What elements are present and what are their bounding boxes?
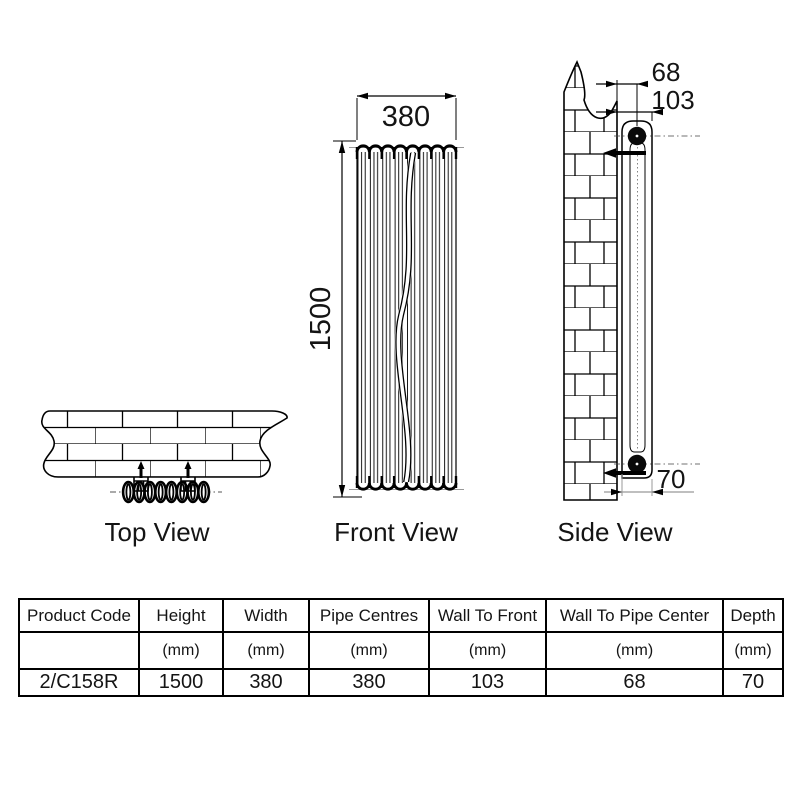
dimension-width-text: 380 — [381, 101, 431, 133]
top-view-label: Top View — [104, 517, 210, 547]
top-view — [38, 409, 290, 547]
unit-cell — [19, 632, 139, 669]
side-view-radiator-profile — [622, 121, 652, 478]
unit-cell: (mm) — [223, 632, 309, 669]
dimension-height-text: 1500 — [305, 286, 337, 352]
header-depth: Depth — [723, 599, 783, 632]
dimension-wall-to-pipe-text: 68 — [651, 57, 681, 87]
bottom-pipe-circle — [628, 455, 646, 473]
dimension-width — [357, 93, 456, 140]
unit-cell: (mm) — [139, 632, 223, 669]
spec-table-values-row — [19, 669, 783, 696]
front-view — [305, 93, 464, 547]
side-view-label: Side View — [557, 517, 673, 547]
front-view-label: Front View — [334, 517, 458, 547]
top-pipe-circle — [628, 127, 646, 145]
spec-table-units-row — [19, 632, 783, 669]
value-wall-to-front: 103 — [429, 669, 546, 696]
unit-cell: (mm) — [723, 632, 783, 669]
side-view — [557, 57, 700, 547]
value-wall-to-pipe-center: 68 — [546, 669, 723, 696]
header-width: Width — [223, 599, 309, 632]
value-product-code: 2/C158R — [19, 669, 139, 696]
header-product-code: Product Code — [19, 599, 139, 632]
top-view-brick-wall — [38, 409, 290, 479]
spec-table — [18, 598, 784, 697]
header-wall-to-front: Wall To Front — [429, 599, 546, 632]
value-width: 380 — [223, 669, 309, 696]
header-height: Height — [139, 599, 223, 632]
unit-cell: (mm) — [309, 632, 429, 669]
header-wall-to-pipe-center: Wall To Pipe Center — [546, 599, 723, 632]
value-pipe-centres: 380 — [309, 669, 429, 696]
value-height: 1500 — [139, 669, 223, 696]
unit-cell: (mm) — [429, 632, 546, 669]
top-view-radiator-columns — [123, 482, 209, 502]
dimension-height — [305, 141, 362, 497]
dimension-depth-text: 70 — [656, 464, 686, 494]
header-pipe-centres: Pipe Centres — [309, 599, 429, 632]
value-depth: 70 — [723, 669, 783, 696]
spec-table-header-row — [19, 599, 783, 632]
unit-cell: (mm) — [546, 632, 723, 669]
side-view-brick-wall — [562, 60, 619, 502]
dimension-wall-to-front-text: 103 — [651, 85, 695, 115]
